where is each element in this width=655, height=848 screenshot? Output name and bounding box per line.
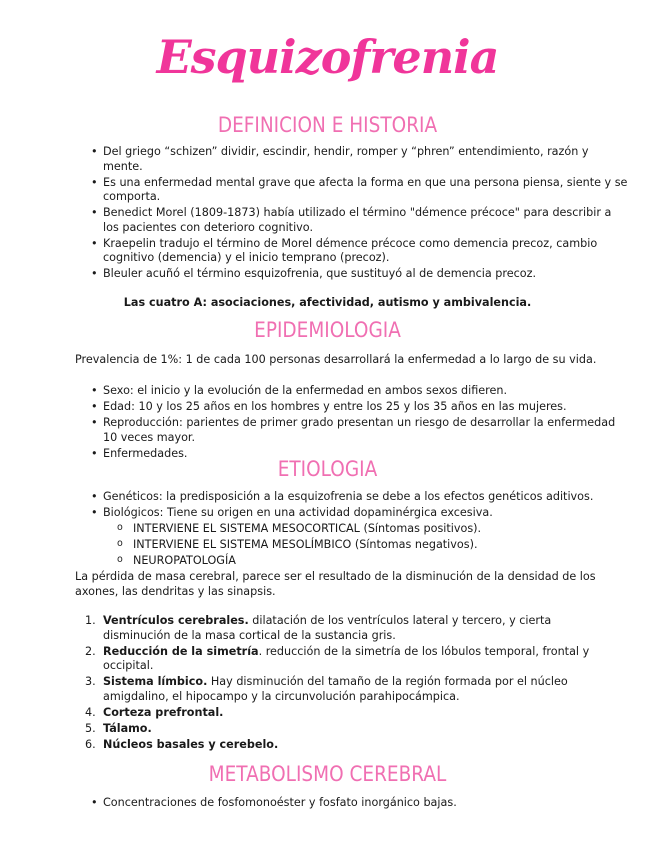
prevalencia-paragraph: Prevalencia de 1%: 1 de cada 100 personas desarrollará la enfermedad a lo largo de su vida.	[75, 353, 597, 366]
heading-definicion: DEFINICION E HISTORIA	[217, 113, 438, 137]
list-item: • Enfermedades.	[75, 447, 630, 462]
numbered-item	[75, 722, 620, 737]
etiologia-numbered-list	[75, 614, 620, 754]
list-item: • Reproducción: parientes de primer grado presentan un riesgo de desarrollar la enfermedad 10 veces mayor.	[75, 416, 630, 445]
sub-list-item: o INTERVIENE EL SISTEMA MESOCORTICAL (Síntomas positivos).	[75, 522, 630, 537]
list-item: • Biológicos: Tiene su origen en una actividad dopaminérgica excesiva.	[75, 506, 635, 521]
item-text: dilatación de los ventrículos lateral y tercero, y cierta disminución de la masa cortical de la sustancia gris.	[103, 614, 552, 642]
list-item: • Bleuler acuñó el término esquizofrenia, que sustituyó al de demencia precoz.	[75, 267, 630, 282]
etiologia-sublist	[75, 522, 630, 570]
numbered-item	[75, 614, 620, 643]
metabolismo-list	[75, 796, 630, 812]
item-term: Sistema límbico.	[103, 675, 208, 689]
item-term: Reducción de la simetría	[103, 644, 259, 658]
sub-list-item: o INTERVIENE EL SISTEMA MESOLÍMBICO (Síntomas negativos).	[75, 538, 630, 553]
list-item: • Genéticos: la predisposición a la esquizofrenia se debe a los efectos genéticos aditivos.	[75, 490, 635, 505]
list-item: • Edad: 10 y los 25 años en los hombres y entre los 25 y los 35 años en las mujeres.	[75, 400, 630, 415]
item-term: Ventrículos cerebrales.	[103, 614, 249, 627]
item-number: 6.	[85, 737, 96, 751]
item-term: Tálamo.	[103, 721, 152, 735]
list-item: • Benedict Morel (1809-1873) había utilizado el término "démence précoce" para describir a los pacientes con deterioro cognitivo.	[75, 206, 630, 235]
epidemiologia-list	[75, 384, 630, 463]
list-item: • Concentraciones de fosfomonoéster y fosfato inorgánico bajas.	[75, 796, 630, 811]
heading-metabolismo: METABOLISMO CEREBRAL	[208, 762, 447, 786]
numbered-item	[75, 645, 620, 674]
numbered-item	[75, 675, 620, 704]
heading-epidemiologia: EPIDEMIOLOGIA	[254, 318, 401, 342]
document-title: Esquizofrenia	[156, 30, 499, 84]
item-number: 2.	[85, 644, 96, 658]
numbered-item	[75, 706, 620, 721]
four-a-note: Las cuatro A: asociaciones, afectividad, autismo y ambivalencia.	[123, 296, 532, 309]
list-item: • Del griego “schizen” dividir, escindir, hendir, romper y “phren” entendimiento, razón y mente.	[75, 145, 630, 174]
item-text: . reducción de la simetría de los lóbulos temporal, frontal y occipital.	[103, 644, 590, 673]
item-number: 5.	[85, 721, 96, 735]
item-number: 3.	[85, 675, 96, 689]
heading-etiologia: ETIOLOGIA	[277, 457, 378, 481]
item-text: Hay disminución del tamaño de la región formada por el núcleo amigdalino, el hipocampo y la circunvolución parahipocámpica.	[103, 675, 568, 703]
item-term: Núcleos basales y cerebelo.	[103, 737, 279, 751]
etiologia-list	[75, 490, 635, 522]
list-item: • Kraepelin tradujo el término de Morel démence précoce como demencia precoz, cambio cognitivo (demencia) y el inicio temprano (precoz).	[75, 237, 630, 266]
definicion-list	[75, 145, 630, 283]
item-number: 1.	[85, 614, 96, 627]
masa-cerebral-paragraph: La pérdida de masa cerebral, parece ser el resultado de la disminución de la densidad de los axones, las dendritas y las sinapsis.	[75, 570, 596, 598]
item-number: 4.	[85, 705, 96, 719]
sub-list-item: o NEUROPATOLOGÍA	[75, 554, 630, 569]
numbered-item	[75, 738, 620, 753]
list-item: • Es una enfermedad mental grave que afecta la forma en que una persona piensa, siente y se comporta.	[75, 176, 630, 205]
item-term: Corteza prefrontal.	[103, 705, 224, 719]
list-item: • Sexo: el inicio y la evolución de la enfermedad en ambos sexos difieren.	[75, 384, 630, 399]
